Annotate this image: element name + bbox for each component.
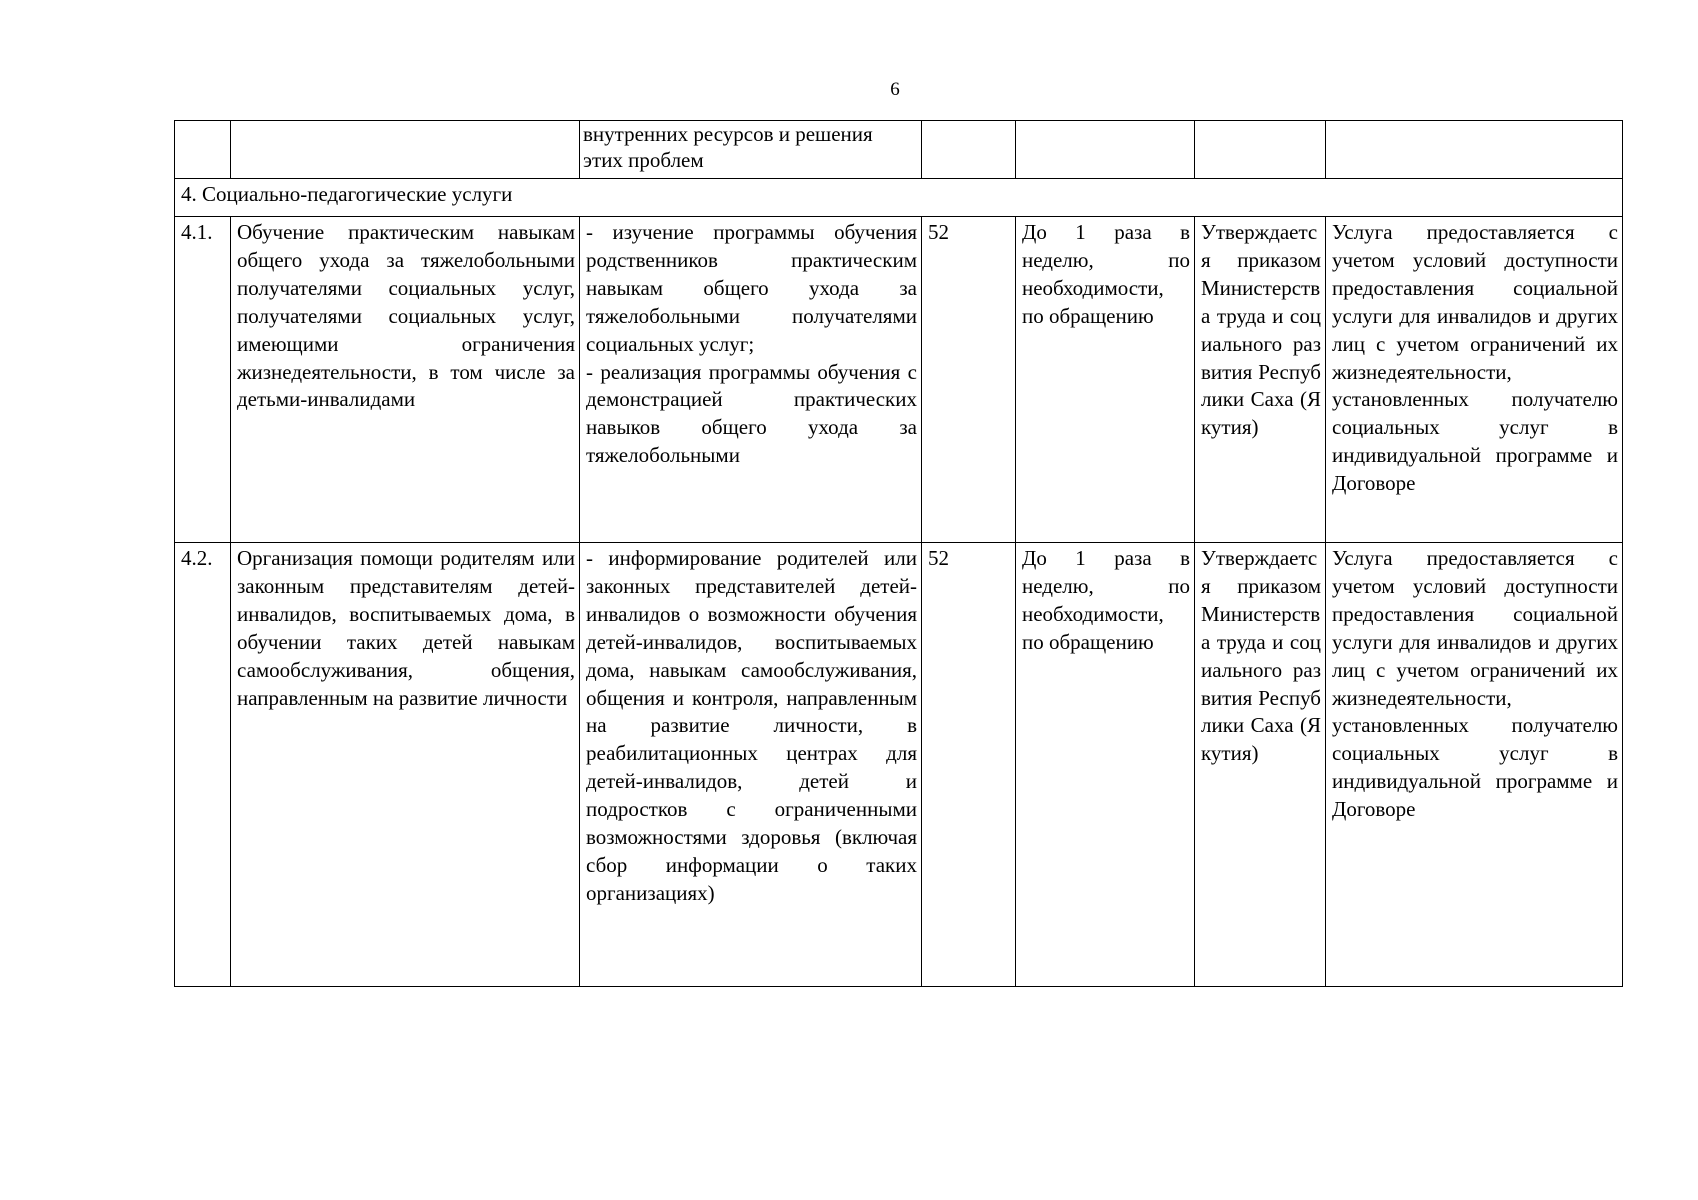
service-rate: 52 — [922, 543, 1016, 987]
continuation-line-2: этих проблем — [583, 148, 704, 172]
service-frequency: До 1 раза в неделю, по необходимости, по обращению — [1016, 217, 1195, 543]
continuation-num-cell — [175, 121, 231, 179]
service-approval: Утверждается приказом Министерства труда и социального развития Республики Саха (Якутия) — [1195, 543, 1326, 987]
continuation-row — [175, 121, 1623, 179]
continuation-name-cell — [231, 121, 580, 179]
continuation-rate-cell — [922, 121, 1016, 179]
service-content: - информирование родителей или законных представителей детей-инвалидов о возможности обучения детей-инвалидов, воспитываемых дома, навыкам самообслуживания, общения и контроля, направленным на развитие личности, в реабилитационных центрах для детей-инвалидов, детей и подростков с ограниченными возможностями здоровья (включая сбор информации о таких организациях) — [580, 543, 922, 987]
service-conditions: Услуга предоставляется с учетом условий доступности предоставления социальной услуги для инвалидов и других лиц с учетом ограничений их жизнедеятельности, установленных получателю социальных услуг в индивидуальной программе и Договоре — [1326, 217, 1623, 543]
service-rate: 52 — [922, 217, 1016, 543]
continuation-frequency-cell — [1016, 121, 1195, 179]
service-content: - изучение программы обучения родственников практическим навыкам общего ухода за тяжелобольными получателями социальных услуг; - реализация программы обучения с демонстрацией практических навыков общего ухода за тяжелобольными — [580, 217, 922, 543]
section-header-row — [175, 179, 1623, 217]
page-number: 6 — [890, 79, 900, 100]
service-approval: Утверждается приказом Министерства труда и социального развития Республики Саха (Якутия) — [1195, 217, 1326, 543]
row-number: 4.1. — [175, 217, 231, 543]
continuation-line-1: внутренних ресурсов и решения — [583, 122, 873, 146]
continuation-content-cell — [580, 121, 922, 179]
table-row — [175, 217, 1623, 543]
service-name: Обучение практическим навыкам общего ухода за тяжелобольными получателями социальных услуг, получателями социальных услуг, имеющими ограничения жизнедеятельности, в том числе за детьми-инвалидами — [231, 217, 580, 543]
service-conditions: Услуга предоставляется с учетом условий доступности предоставления социальной услуги для инвалидов и других лиц с учетом ограничений их жизнедеятельности, установленных получателю социальных услуг в индивидуальной программе и Договоре — [1326, 543, 1623, 987]
table-row — [175, 543, 1623, 987]
section-title: 4. Социально-педагогические услуги — [175, 179, 1623, 217]
service-name: Организация помощи родителям или законным представителям детей-инвалидов, воспитываемых дома, в обучении таких детей навыкам самообслуживания, общения, направленным на развитие личности — [231, 543, 580, 987]
continuation-approval-cell — [1195, 121, 1326, 179]
services-table — [174, 120, 1623, 987]
row-number: 4.2. — [175, 543, 231, 987]
continuation-conditions-cell — [1326, 121, 1623, 179]
service-frequency: До 1 раза в неделю, по необходимости, по обращению — [1016, 543, 1195, 987]
